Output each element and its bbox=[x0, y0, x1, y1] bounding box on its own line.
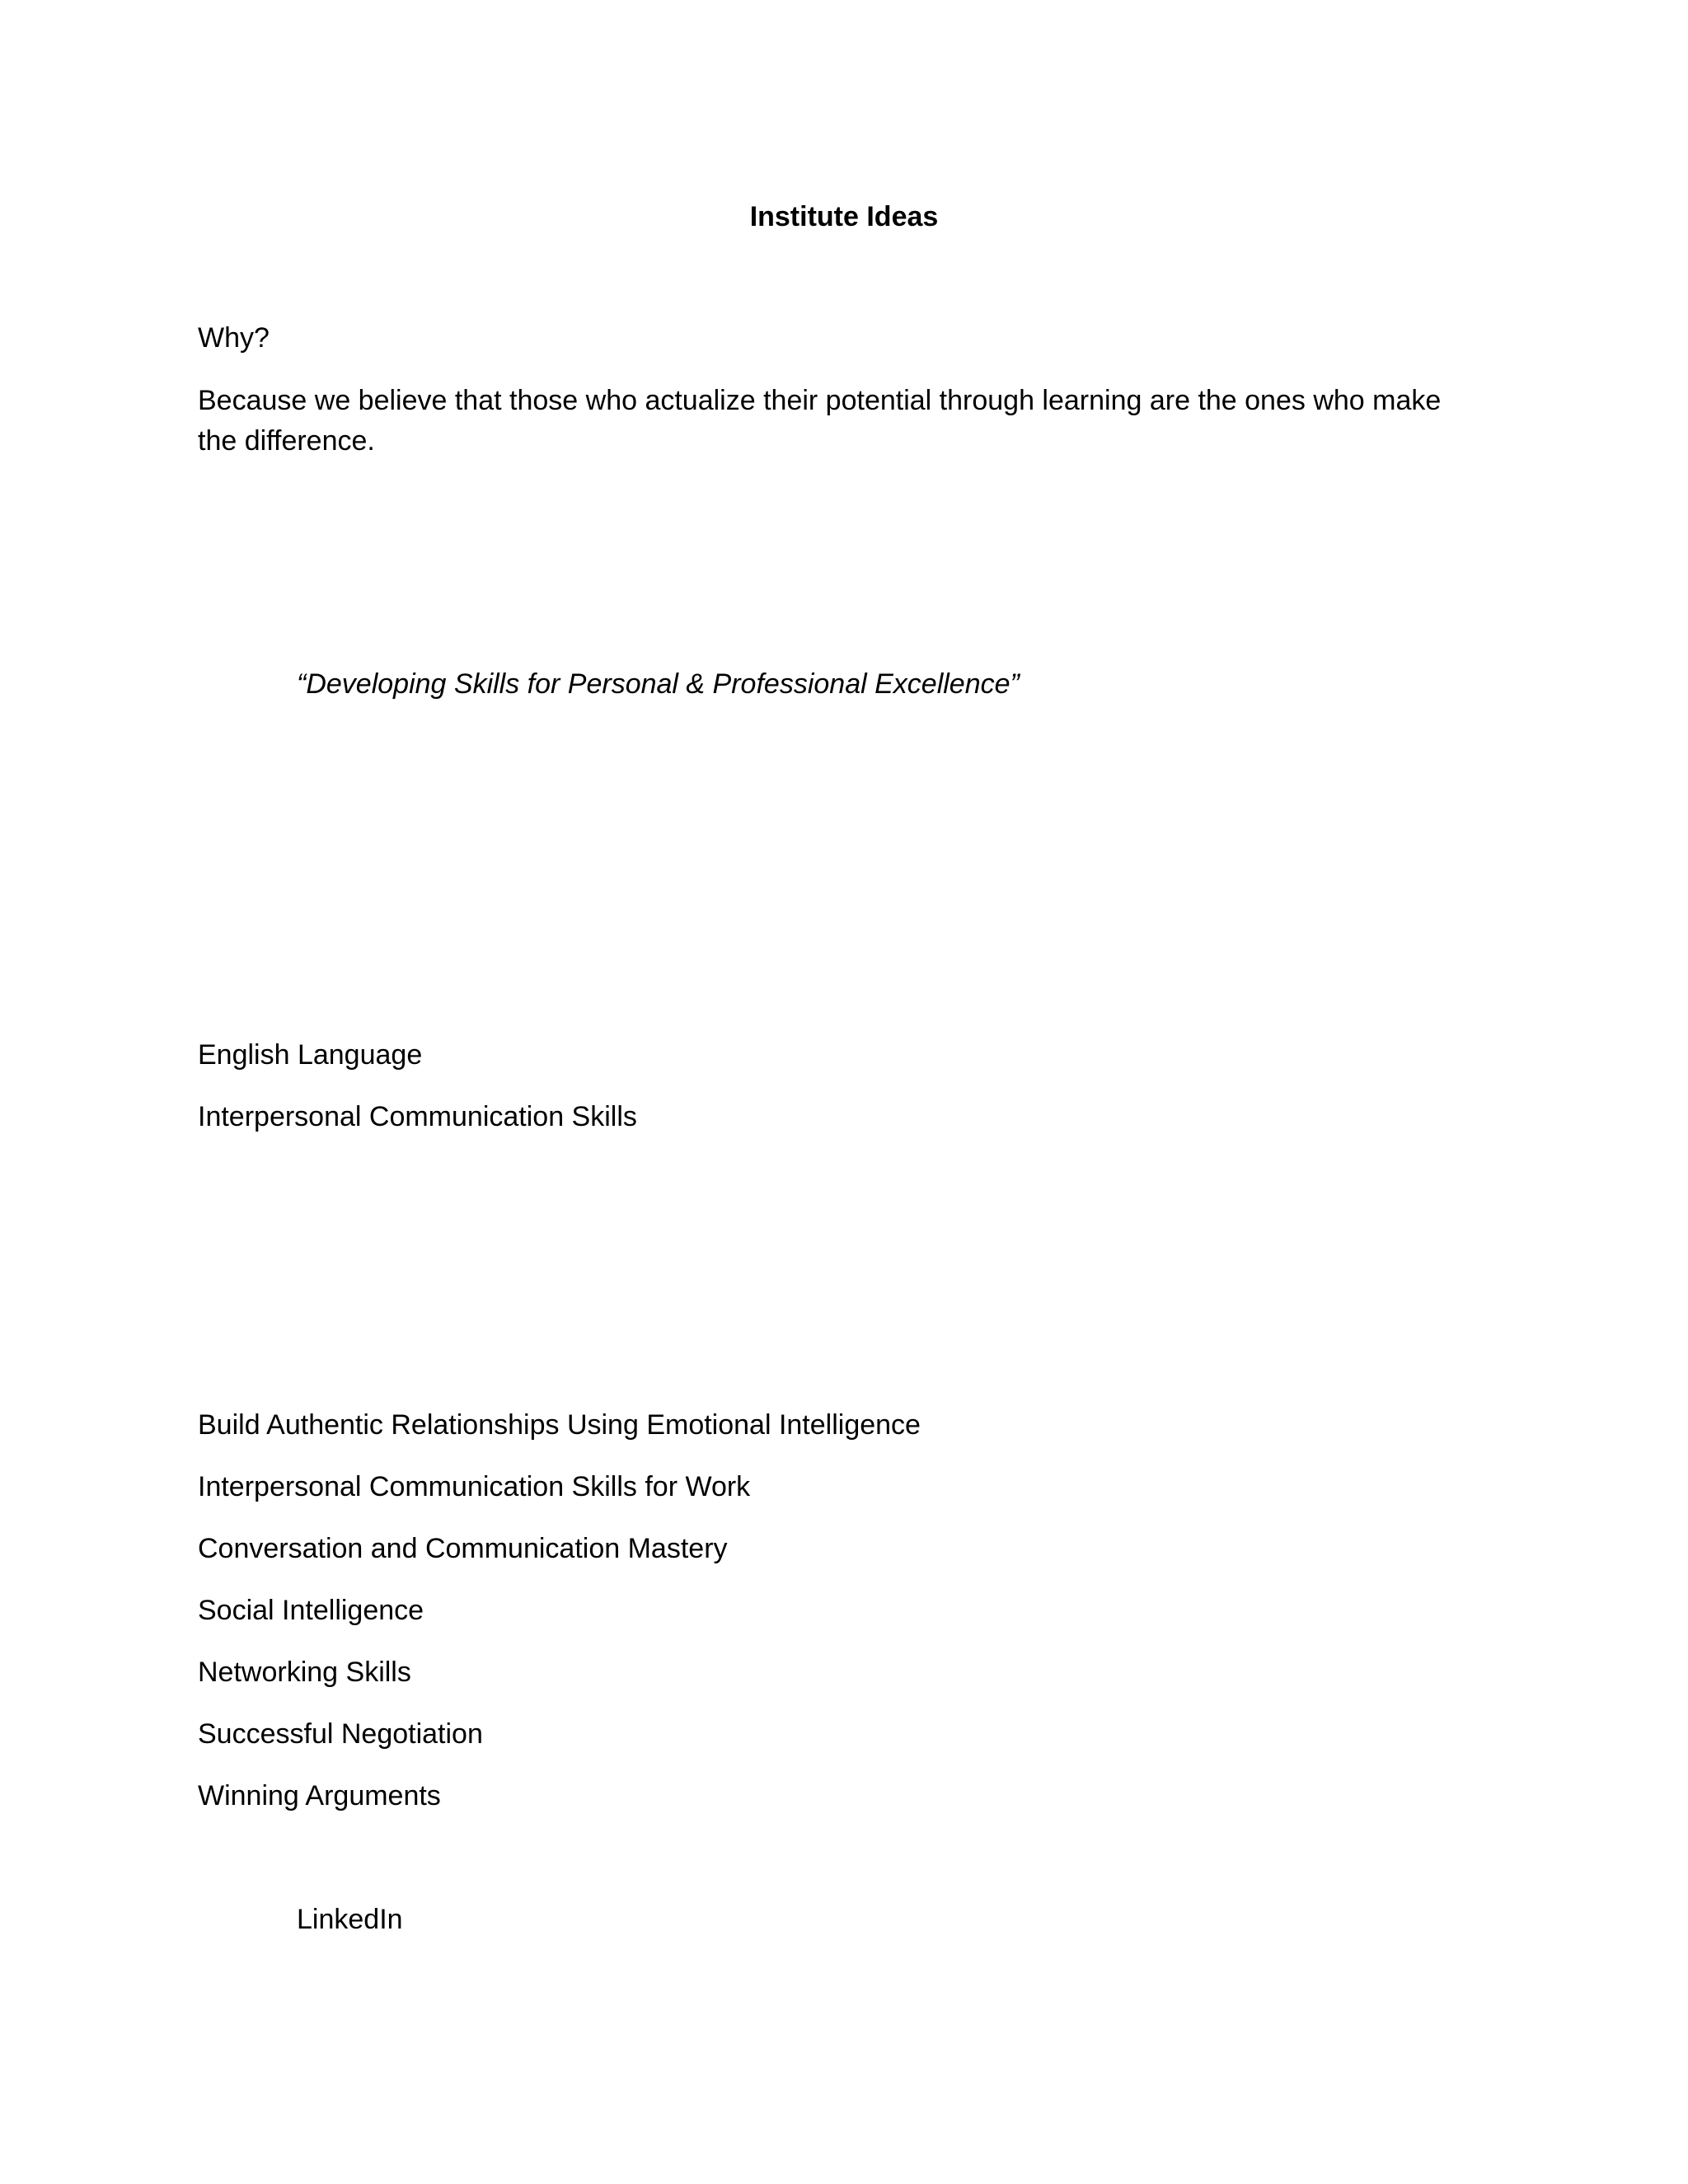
course-item: Interpersonal Communication Skills for Work bbox=[198, 1471, 751, 1502]
tagline: “Developing Skills for Personal & Professional Excellence” bbox=[297, 668, 1020, 700]
why-paragraph: Because we believe that those who actualize their potential through learning are the ones who make the difference. bbox=[198, 385, 1442, 457]
topic-item: English Language bbox=[198, 1039, 423, 1071]
course-item: Successful Negotiation bbox=[198, 1718, 483, 1750]
course-item: Winning Arguments bbox=[198, 1780, 441, 1811]
why-heading: Why? bbox=[198, 322, 270, 354]
document-title: Institute Ideas bbox=[749, 201, 939, 232]
course-item: Social Intelligence bbox=[198, 1595, 424, 1626]
linkedin-label: LinkedIn bbox=[297, 1904, 403, 1935]
course-item: Build Authentic Relationships Using Emotional Intelligence bbox=[198, 1409, 921, 1441]
topic-item: Interpersonal Communication Skills bbox=[198, 1101, 637, 1132]
course-item: Networking Skills bbox=[198, 1657, 411, 1688]
course-item: Conversation and Communication Mastery bbox=[198, 1533, 728, 1564]
